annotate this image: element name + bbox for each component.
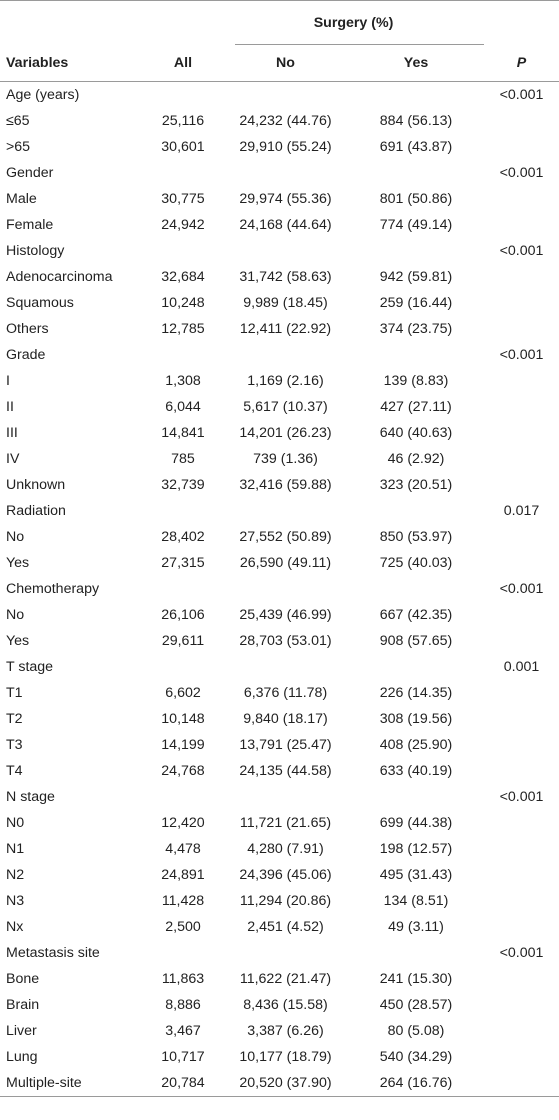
row-label: N0 [6, 815, 25, 831]
cell-no [223, 784, 348, 810]
row-label: Male [6, 191, 37, 207]
cell-yes: 801 (50.86) [379, 191, 453, 207]
row-label: III [6, 425, 18, 441]
cell-yes: 408 (25.90) [379, 737, 453, 753]
cell-p: <0.001 [499, 87, 544, 103]
cell-no: 6,376 (11.78) [243, 685, 328, 701]
cell-p: <0.001 [499, 347, 544, 363]
cell-no: 25,439 (46.99) [239, 607, 332, 623]
row-label: N1 [6, 841, 25, 857]
row-label: ≤65 [6, 113, 30, 129]
row-label: T1 [6, 685, 23, 701]
cell-all: 14,199 [161, 737, 205, 753]
cell-p [484, 368, 559, 394]
cell-no: 24,232 (44.76) [239, 113, 332, 129]
cell-p [484, 472, 559, 498]
cell-p [484, 862, 559, 888]
cell-yes: 725 (40.03) [379, 555, 453, 571]
table-row [0, 602, 559, 628]
cell-yes: 46 (2.92) [387, 451, 445, 467]
cell-no [223, 654, 348, 680]
cell-yes: 427 (27.11) [380, 399, 452, 415]
table-row [0, 940, 559, 966]
cell-no: 28,703 (53.01) [239, 633, 332, 649]
cell-no: 12,411 (22.92) [239, 321, 332, 337]
cell-all: 29,611 [161, 633, 205, 649]
surgery-group-label: Surgery (%) [313, 15, 394, 31]
row-label: Chemotherapy [6, 581, 100, 597]
cell-no [223, 576, 348, 602]
table-row [0, 784, 559, 810]
cell-yes: 691 (43.87) [379, 139, 453, 155]
cell-no: 20,520 (37.90) [223, 1070, 348, 1097]
cell-yes [348, 342, 484, 368]
cell-yes: 134 (8.51) [383, 893, 449, 909]
cell-p [484, 1070, 559, 1097]
cell-yes: 49 (3.11) [388, 919, 444, 935]
table-row [0, 316, 559, 342]
table-row [0, 134, 559, 160]
cell-p [484, 836, 559, 862]
cell-all: 8,886 [165, 997, 201, 1013]
table-row [0, 966, 559, 992]
row-label: Radiation [6, 503, 66, 519]
cell-yes: 198 (12.57) [379, 841, 453, 857]
cell-all: 11,428 [161, 893, 205, 909]
cell-all: 4,478 [165, 841, 201, 857]
row-label: T3 [6, 737, 23, 753]
cell-yes: 308 (19.56) [379, 711, 453, 727]
table-row [0, 732, 559, 758]
cell-all: 10,248 [161, 295, 205, 311]
cell-yes: 323 (20.51) [379, 477, 453, 493]
cell-no: 11,294 (20.86) [239, 893, 332, 909]
cell-no: 739 (1.36) [253, 451, 318, 467]
row-label: T2 [6, 711, 23, 727]
cell-p [484, 758, 559, 784]
table-row [0, 524, 559, 550]
cell-all: 2,500 [165, 919, 201, 935]
cell-p [484, 628, 559, 654]
cell-all: 12,420 [161, 815, 205, 831]
cell-all [143, 576, 223, 602]
cell-all: 10,717 [161, 1049, 205, 1065]
cell-p [484, 446, 559, 472]
row-label: Others [6, 321, 49, 337]
cell-no: 26,590 (49.11) [239, 555, 332, 571]
cell-p [484, 888, 559, 914]
row-label: Unknown [6, 477, 66, 493]
table-row [0, 160, 559, 186]
row-label: IV [6, 451, 20, 467]
table-row [0, 1070, 559, 1097]
cell-p: <0.001 [499, 165, 544, 181]
cell-yes [348, 82, 484, 109]
cell-p [484, 1044, 559, 1070]
cell-no: 11,622 (21.47) [239, 971, 332, 987]
cell-yes: 495 (31.43) [379, 867, 453, 883]
cell-p [484, 108, 559, 134]
cell-all: 32,684 [161, 269, 205, 285]
cell-no: 24,168 (44.64) [239, 217, 332, 233]
cell-p [484, 732, 559, 758]
row-label: Histology [6, 243, 65, 259]
table-row [0, 212, 559, 238]
row-label: Yes [6, 633, 30, 649]
cell-yes: 774 (49.14) [379, 217, 453, 233]
cell-yes: 259 (16.44) [379, 295, 453, 311]
cell-p: <0.001 [499, 789, 544, 805]
cell-no: 24,135 (44.58) [239, 763, 332, 779]
cell-yes: 540 (34.29) [379, 1049, 453, 1065]
col-header-variables: Variables [0, 45, 143, 82]
cell-p [484, 394, 559, 420]
row-label: Bone [6, 971, 40, 987]
cell-yes: 264 (16.76) [348, 1070, 484, 1097]
cell-no [223, 940, 348, 966]
cell-yes: 80 (5.08) [387, 1023, 445, 1039]
cell-no [223, 238, 348, 264]
cell-no: 14,201 (26.23) [239, 425, 332, 441]
table-row [0, 472, 559, 498]
row-label: Metastasis site [6, 945, 100, 961]
cell-all: 24,768 [161, 763, 205, 779]
cell-p: <0.001 [499, 581, 544, 597]
cell-p: <0.001 [499, 945, 544, 961]
cell-no [223, 498, 348, 524]
cell-yes: 699 (44.38) [379, 815, 453, 831]
cell-yes [348, 160, 484, 186]
cell-no [223, 342, 348, 368]
cell-all [143, 498, 223, 524]
cell-p [484, 680, 559, 706]
cell-p [484, 550, 559, 576]
cell-yes: 241 (15.30) [379, 971, 453, 987]
table-row [0, 888, 559, 914]
cell-no: 10,177 (18.79) [239, 1049, 332, 1065]
cell-p [484, 966, 559, 992]
col-header-no: No [223, 45, 348, 82]
cell-no: 11,721 (21.65) [239, 815, 332, 831]
cell-all: 1,308 [165, 373, 201, 389]
table-row [0, 420, 559, 446]
table-row [0, 862, 559, 888]
cell-yes [348, 784, 484, 810]
table-row [0, 654, 559, 680]
cell-p [484, 134, 559, 160]
row-label: T4 [6, 763, 23, 779]
cell-all [143, 82, 223, 109]
cell-all: 32,739 [161, 477, 205, 493]
table-row [0, 706, 559, 732]
cell-all: 30,601 [161, 139, 205, 155]
row-label: No [6, 529, 25, 545]
cell-yes: 226 (14.35) [379, 685, 453, 701]
table-row [0, 394, 559, 420]
cell-p [484, 810, 559, 836]
table-row [0, 368, 559, 394]
row-label: Brain [6, 997, 40, 1013]
table-row [0, 914, 559, 940]
row-label: N stage [6, 789, 55, 805]
cell-p [484, 524, 559, 550]
cell-yes: 850 (53.97) [379, 529, 453, 545]
table-row [0, 1018, 559, 1044]
cell-no: 3,387 (6.26) [247, 1023, 324, 1039]
header-row-1 [0, 1, 559, 45]
cell-all: 20,784 [143, 1070, 223, 1097]
cell-no: 2,451 (4.52) [247, 919, 324, 935]
table-row [0, 1044, 559, 1070]
header-row-2 [0, 45, 559, 82]
cell-p [484, 264, 559, 290]
cell-p [484, 186, 559, 212]
cell-no [223, 160, 348, 186]
table-row [0, 810, 559, 836]
cell-yes [348, 498, 484, 524]
table-row [0, 108, 559, 134]
cell-p [484, 316, 559, 342]
table-row [0, 186, 559, 212]
cell-all: 6,602 [165, 685, 201, 701]
cell-all: 27,315 [161, 555, 205, 571]
table-row [0, 264, 559, 290]
cell-p [484, 914, 559, 940]
row-label: I [6, 373, 10, 389]
cell-p [484, 992, 559, 1018]
cell-yes: 942 (59.81) [379, 269, 453, 285]
table-row [0, 290, 559, 316]
cell-all [143, 238, 223, 264]
cell-no: 13,791 (25.47) [239, 737, 332, 753]
row-label: Lung [6, 1049, 38, 1065]
cell-yes: 667 (42.35) [379, 607, 453, 623]
table-row [0, 82, 559, 109]
cell-all: 24,942 [161, 217, 205, 233]
cell-p [484, 212, 559, 238]
col-header-p: P [484, 45, 559, 82]
cell-p [484, 602, 559, 628]
row-label: Age (years) [6, 87, 80, 103]
cell-yes [348, 940, 484, 966]
cell-yes: 139 (8.83) [383, 373, 449, 389]
row-label: Nx [6, 919, 24, 935]
row-label: Adenocarcinoma [6, 269, 113, 285]
cell-all: 26,106 [161, 607, 205, 623]
cell-yes [348, 576, 484, 602]
cell-p [484, 420, 559, 446]
row-label: N2 [6, 867, 25, 883]
cell-yes [348, 238, 484, 264]
cell-yes [348, 654, 484, 680]
cell-all: 14,841 [161, 425, 205, 441]
cell-all: 28,402 [161, 529, 205, 545]
cell-all: 30,775 [161, 191, 205, 207]
cell-no: 9,989 (18.45) [243, 295, 328, 311]
table-row [0, 446, 559, 472]
row-label: No [6, 607, 25, 623]
cell-no: 31,742 (58.63) [239, 269, 332, 285]
cell-p: 0.017 [503, 503, 540, 519]
row-label: N3 [6, 893, 25, 909]
cell-all: 11,863 [161, 971, 205, 987]
row-label: Gender [6, 165, 54, 181]
cell-no: 29,910 (55.24) [239, 139, 332, 155]
cell-all: 3,467 [165, 1023, 201, 1039]
cell-yes: 884 (56.13) [379, 113, 453, 129]
row-label: Female [6, 217, 54, 233]
cell-no: 27,552 (50.89) [239, 529, 332, 545]
cell-all: 6,044 [165, 399, 201, 415]
cell-yes: 633 (40.19) [379, 763, 453, 779]
cell-no: 5,617 (10.37) [243, 399, 328, 415]
surgery-group-header [223, 1, 484, 45]
row-label: Liver [6, 1023, 37, 1039]
table-row [0, 836, 559, 862]
cell-all [143, 342, 223, 368]
cell-no: 8,436 (15.58) [243, 997, 328, 1013]
cell-all [143, 654, 223, 680]
cell-yes: 450 (28.57) [379, 997, 453, 1013]
cell-no: 29,974 (55.36) [239, 191, 332, 207]
cell-yes: 640 (40.63) [379, 425, 453, 441]
cell-all: 12,785 [161, 321, 205, 337]
table-row [0, 550, 559, 576]
col-header-yes: Yes [348, 45, 484, 82]
table-row [0, 680, 559, 706]
cell-all [143, 940, 223, 966]
cell-all: 785 [171, 451, 195, 467]
table-row [0, 628, 559, 654]
cell-p [484, 290, 559, 316]
cell-all: 25,116 [161, 113, 205, 129]
table-body [0, 82, 559, 1097]
row-label: T stage [6, 659, 54, 675]
table-row [0, 758, 559, 784]
cell-p [484, 706, 559, 732]
table-row [0, 342, 559, 368]
cell-p: <0.001 [499, 243, 544, 259]
table-row [0, 992, 559, 1018]
row-label: >65 [6, 139, 31, 155]
cell-p [484, 1018, 559, 1044]
cell-no: 4,280 (7.91) [247, 841, 324, 857]
cell-no: 24,396 (45.06) [239, 867, 332, 883]
cell-yes: 374 (23.75) [379, 321, 453, 337]
table-row [0, 238, 559, 264]
cell-all [143, 160, 223, 186]
cell-all: 10,148 [161, 711, 205, 727]
cell-no [223, 82, 348, 109]
row-label: Yes [6, 555, 30, 571]
row-label: II [6, 399, 14, 415]
cell-no: 1,169 (2.16) [247, 373, 324, 389]
cell-all: 24,891 [161, 867, 205, 883]
row-label: Grade [6, 347, 46, 363]
cell-no: 9,840 (18.17) [243, 711, 328, 727]
col-header-all: All [143, 45, 223, 82]
table-row [0, 498, 559, 524]
cell-no: 32,416 (59.88) [239, 477, 332, 493]
cell-p: 0.001 [503, 659, 540, 675]
row-label: Squamous [6, 295, 74, 311]
table-row [0, 576, 559, 602]
cell-yes: 908 (57.65) [379, 633, 453, 649]
cell-all [143, 784, 223, 810]
row-label: Multiple-site [0, 1070, 143, 1097]
